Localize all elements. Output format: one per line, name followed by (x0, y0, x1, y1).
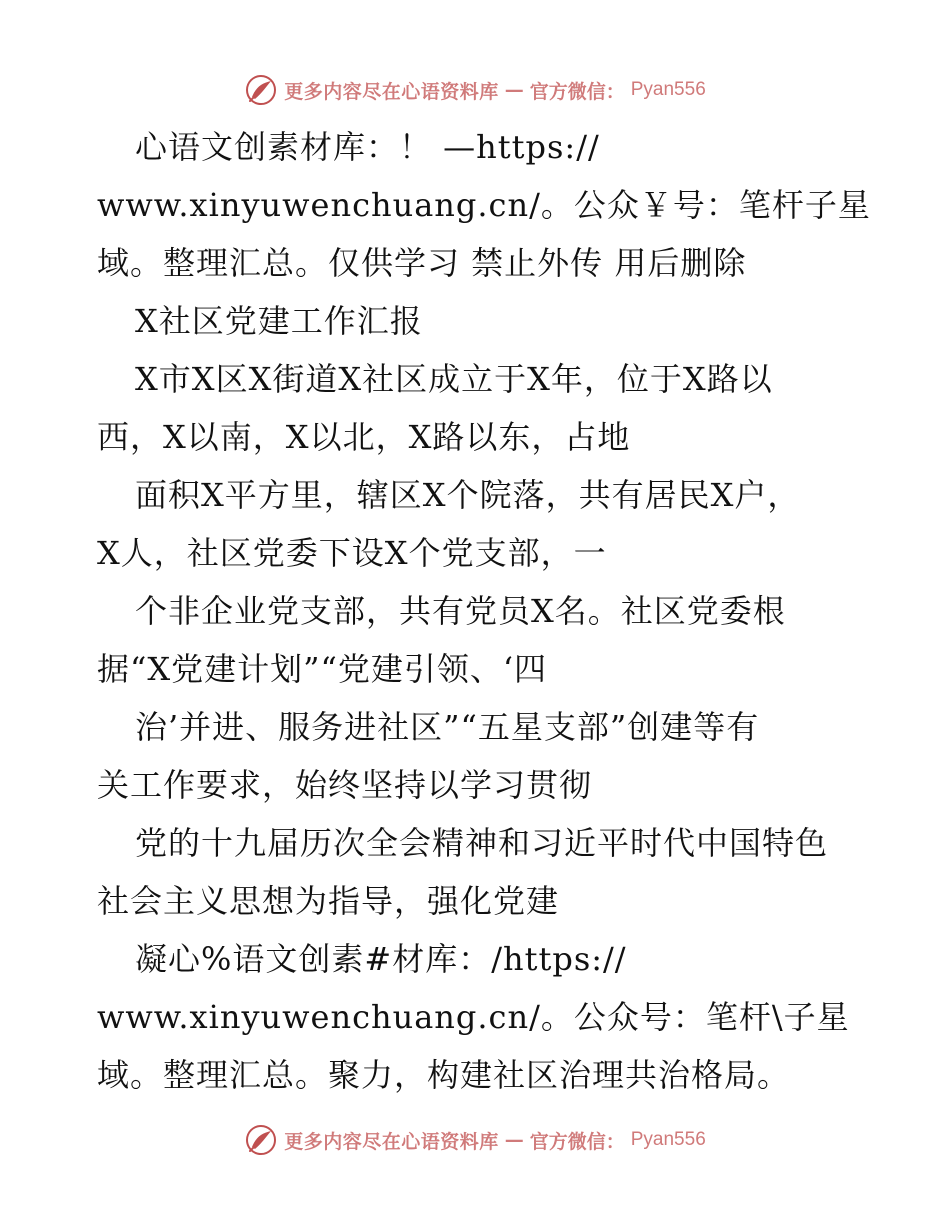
text-line: 个非企业党支部，共有党员X名。社区党委根 (135, 592, 786, 630)
header-watermark (0, 70, 950, 110)
footer-watermark (0, 1120, 950, 1160)
watermark-wechat-id: Pyan556 (630, 79, 706, 100)
text-line: www.xinyuwenchuang.cn/。公众￥号：笔杆子星 (97, 186, 871, 224)
watermark-separator: — (504, 79, 524, 101)
text-line: 域。整理汇总。聚力，构建社区治理共治格局。 (97, 1056, 791, 1094)
text-line: X社区党建工作汇报 (135, 302, 423, 340)
text-line: 面积X平方里，辖区X个院落，共有居民X户， (135, 476, 801, 514)
document-body (97, 118, 871, 1104)
text-line: 社会主义思想为指导，强化党建 (97, 882, 560, 920)
watermark-brand: 更多内容尽在心语资料库 (284, 1130, 499, 1153)
text-line: 党的十九届历次全会精神和习近平时代中国特色 (135, 824, 829, 862)
logo-icon (244, 1123, 278, 1157)
watermark-official-label: 官方微信： (529, 80, 625, 103)
text-line: 据“X党建计划”“党建引领、‘四 (97, 650, 548, 688)
text-line: 凝心%语文创素#材库：/https:// (135, 940, 627, 978)
text-line: 关工作要求，始终坚持以学习贯彻 (97, 766, 593, 804)
text-line: 心语文创素材库：！ —https:// (135, 128, 600, 166)
text-line: 治’并进、服务进社区”“五星支部”创建等有 (135, 708, 760, 746)
text-line: 域。整理汇总。仅供学习 禁止外传 用后删除 (97, 244, 747, 282)
text-line: 西，X以南，X以北，X路以东，占地 (97, 418, 631, 456)
watermark-brand: 更多内容尽在心语资料库 (284, 80, 499, 103)
text-line: X市X区X街道X社区成立于X年，位于X路以 (135, 360, 773, 398)
watermark-official-label: 官方微信： (529, 1130, 625, 1153)
logo-icon (244, 73, 278, 107)
text-line: www.xinyuwenchuang.cn/。公众号：笔杆\子星 (97, 998, 850, 1036)
watermark-wechat-id: Pyan556 (630, 1129, 706, 1150)
watermark-separator: — (504, 1129, 524, 1151)
text-line: X人，社区党委下设X个党支部，一 (97, 534, 607, 572)
